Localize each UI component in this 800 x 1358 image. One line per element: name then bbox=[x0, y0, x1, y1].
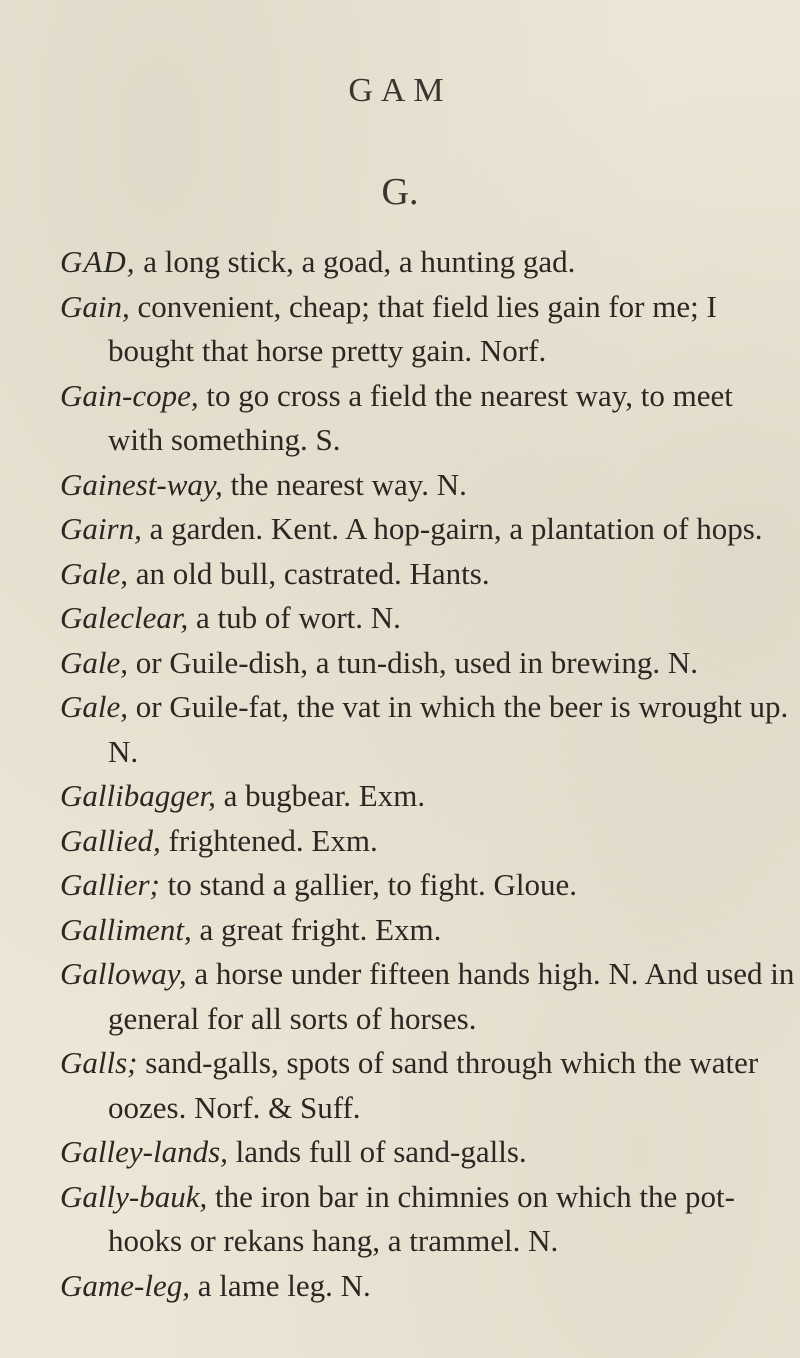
definition: to stand a gallier, to fight. Gloue. bbox=[159, 867, 578, 902]
headword: Gale, bbox=[60, 555, 129, 591]
headword: GAD, bbox=[60, 244, 136, 279]
entry-list bbox=[60, 240, 795, 1308]
headword: Gally-bauk, bbox=[60, 1178, 208, 1214]
running-head: GAM bbox=[348, 72, 452, 109]
entry bbox=[60, 1130, 795, 1175]
entry bbox=[60, 1041, 795, 1130]
definition: or Guile-dish, a tun-dish, used in brewing. N. bbox=[128, 644, 698, 680]
headword: Galeclear, bbox=[60, 600, 189, 635]
definition: a great fright. Exm. bbox=[191, 911, 442, 947]
definition: a horse under fifteen hands high. N. And used in general for all sorts of horses. bbox=[108, 956, 795, 1036]
definition: sand-galls, spots of sand through which the water oozes. Norf. & Suff. bbox=[108, 1045, 759, 1125]
headword: Gainest-way, bbox=[60, 466, 223, 502]
headword: Galliment, bbox=[60, 911, 192, 947]
definition: a tub of wort. N. bbox=[188, 600, 401, 635]
definition: a lame leg. N. bbox=[189, 1267, 371, 1303]
headword: Galley-lands, bbox=[60, 1134, 228, 1169]
entry bbox=[60, 1175, 795, 1264]
headword: Gale, bbox=[60, 689, 129, 724]
definition: convenient, cheap; that field lies gain for me; I bought that horse pretty gain. Norf. bbox=[108, 288, 717, 368]
entry bbox=[60, 685, 795, 774]
entry bbox=[60, 863, 795, 908]
definition: a long stick, a goad, a hunting gad. bbox=[135, 244, 576, 279]
section-letter: G. bbox=[381, 171, 419, 213]
entry bbox=[60, 819, 795, 864]
headword: Game-leg, bbox=[60, 1267, 190, 1303]
entry bbox=[60, 908, 795, 953]
definition: frightened. Exm. bbox=[160, 822, 378, 858]
headword: Gain-cope, bbox=[60, 377, 199, 413]
entry bbox=[60, 952, 795, 1041]
entry bbox=[60, 641, 795, 686]
headword: Gairn, bbox=[60, 511, 142, 546]
headword: Galloway, bbox=[60, 956, 187, 991]
definition: the iron bar in chimnies on which the pot-hooks or rekans hang, a trammel. N. bbox=[108, 1178, 735, 1258]
headword: Galls; bbox=[60, 1045, 138, 1080]
headword: Gain, bbox=[60, 288, 130, 324]
entry bbox=[60, 774, 795, 819]
headword: Gallibagger, bbox=[60, 778, 216, 813]
definition: the nearest way. N. bbox=[222, 466, 467, 502]
entry bbox=[60, 463, 795, 508]
definition: a garden. Kent. A hop-gairn, a plantation of hops. bbox=[141, 511, 763, 546]
definition: to go cross a field the nearest way, to meet with something. S. bbox=[108, 377, 733, 457]
headword: Gallied, bbox=[60, 822, 161, 858]
definition: lands full of sand-galls. bbox=[227, 1134, 527, 1169]
entry bbox=[60, 1264, 795, 1309]
entry bbox=[60, 374, 795, 463]
headword: Gale, bbox=[60, 644, 129, 680]
definition: an old bull, castrated. Hants. bbox=[128, 555, 490, 591]
definition: or Guile-fat, the vat in which the beer is wrought up. N. bbox=[108, 689, 789, 769]
definition: a bugbear. Exm. bbox=[215, 778, 426, 813]
entry bbox=[60, 507, 795, 552]
headword: Gallier; bbox=[60, 867, 160, 902]
entry bbox=[60, 596, 795, 641]
entry bbox=[60, 552, 795, 597]
entry bbox=[60, 240, 795, 285]
entry bbox=[60, 285, 795, 374]
